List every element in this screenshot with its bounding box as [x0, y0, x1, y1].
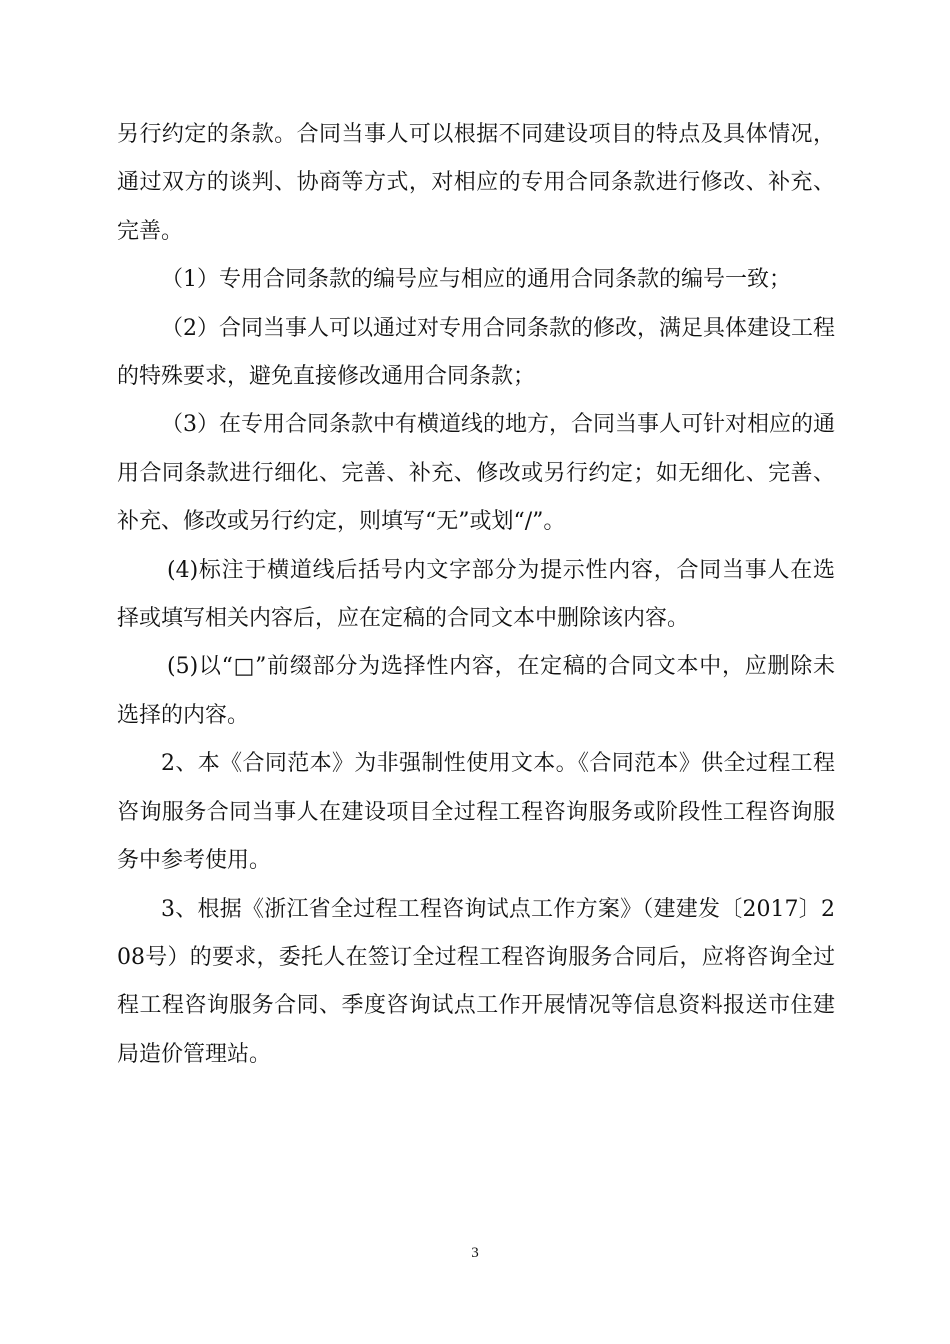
paragraph-item-5: (5)以“□”前缀部分为选择性内容，在定稿的合同文本中，应删除未选择的内容。 [117, 654, 835, 728]
paragraph-section-2: 2、本《合同范本》为非强制性使用文本。《合同范本》供全过程工程咨询服务合同当事人在建设项目全过程工程咨询服务或阶段性工程咨询服务中参考使用。 [117, 751, 835, 874]
paragraph-item-1: （1）专用合同条款的编号应与相应的通用合同条款的编号一致； [161, 267, 791, 293]
paragraph-section-3: 3、根据《浙江省全过程工程咨询试点工作方案》（建建发〔2017〕208号）的要求，委托人在签订全过程工程咨询服务合同后，应将咨询全过程工程咨询服务合同、季度咨询试点工作开展情况等信息资料报送市住建局造价管理站。 [117, 896, 835, 1067]
paragraph-item-4: (4)标注于横道线后括号内文字部分为提示性内容，合同当事人在选择或填写相关内容后，应在定稿的合同文本中删除该内容。 [117, 557, 835, 632]
paragraph-item-3: （3）在专用合同条款中有横道线的地方，合同当事人可针对相应的通用合同条款进行细化、完善、补充、修改或另行约定；如无细化、完善、补充、修改或另行约定，则填写“无”或划“/”。 [117, 412, 835, 535]
page-number: 3 [471, 1245, 479, 1261]
document-body [117, 111, 835, 1079]
paragraph-continuation: 另行约定的条款。合同当事人可以根据不同建设项目的特点及具体情况，通过双方的谈判、协商等方式，对相应的专用合同条款进行修改、补充、完善。 [117, 122, 835, 244]
paragraph-item-2: （2）合同当事人可以通过对专用合同条款的修改，满足具体建设工程的特殊要求，避免直接修改通用合同条款； [117, 315, 835, 390]
